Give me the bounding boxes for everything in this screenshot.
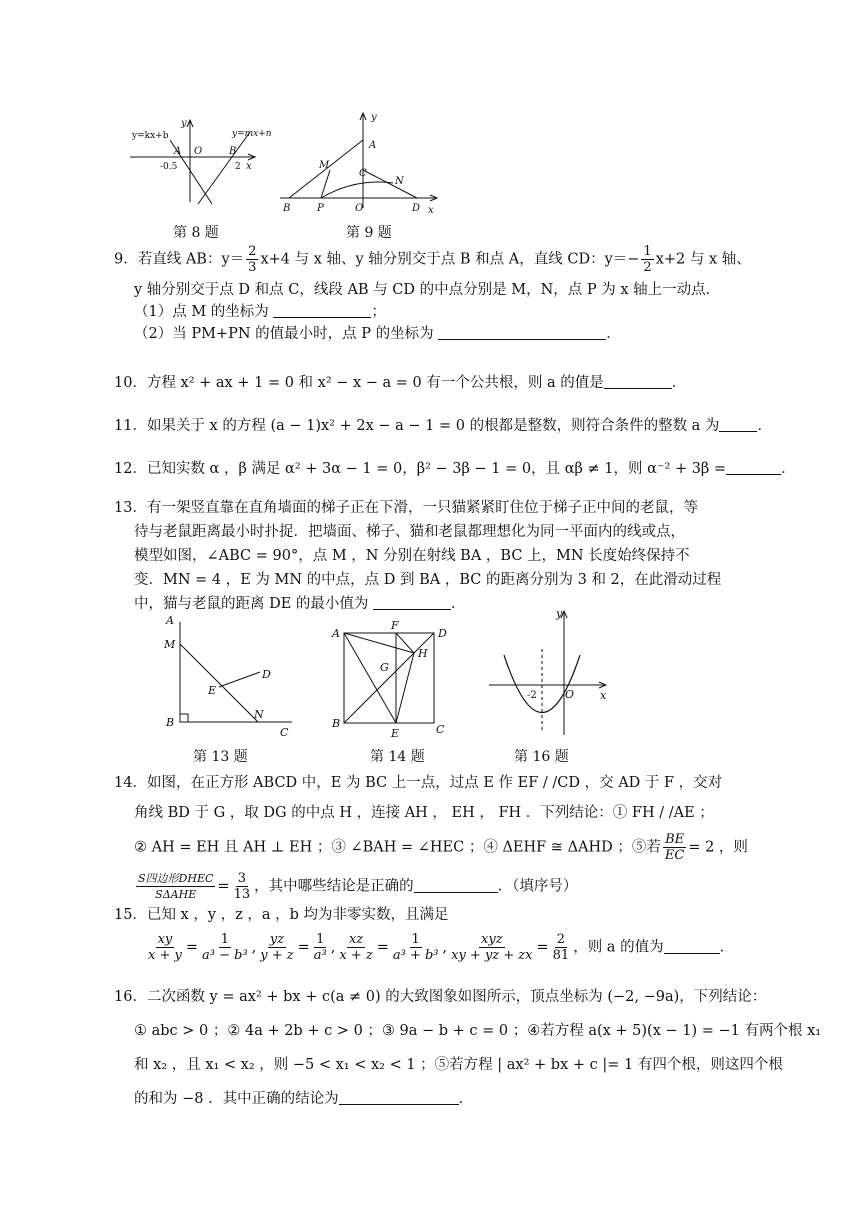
q14-answer-blank[interactable] [414, 878, 498, 893]
question-15: 15．已知 x ，y ，z ，a ，b 均为非零实数，且满足 $\frac{xy}{x + y}$ = $\frac{1}{\text{a³ − b³}}$ , $\frac{yz}{y + z}$ = $\frac{1}{\text{a³}}$ , $\frac{xz}{x + z}$ = $\frac{1}{\text{a³ + b³}}$ , $\frac{\text{xyz}}{xy + yz + zx}$ = $\frac{2}{81}$ ，则 a 的值为 ． [114, 904, 724, 963]
q13-line4: 变．MN = 4 ，E 为 MN 的中点，点 D 到 BA ，BC 的距离分别为 3 和 2，在此滑动过程 [134, 572, 722, 588]
fig9-a-label: A [369, 140, 377, 151]
figure-8-graph [130, 112, 272, 207]
figure-14-caption: 第 14 题 [370, 749, 425, 765]
q15-frac-1: $\frac{xy}{x + y}$ [148, 932, 182, 963]
q16-line4: 的和为 −8 ．其中正确的结论为 [134, 1091, 339, 1107]
figure-13-caption: 第 13 题 [193, 749, 248, 765]
fig14-b-label: B [332, 717, 341, 730]
q12-answer-blank[interactable] [726, 460, 781, 475]
q12-text: 12．已知实数 α ，β 满足 α² + 3α − 1 = 0，β² − 3β − 1 = 0，且 αβ ≠ 1，则 α⁻² + 3β = [114, 461, 727, 477]
fig8-line1-label: y=kx+b [132, 131, 169, 141]
q9-line4-end: ． [606, 326, 621, 342]
fig9-d-label: D [412, 203, 421, 214]
fig9-c-label: C [359, 168, 367, 179]
question-14 [114, 772, 748, 902]
q9-line3-end: ； [371, 304, 386, 320]
q14-frac-be-ec: $\frac{BE}{EC}$ [664, 832, 685, 863]
q11-end: ． [757, 418, 772, 434]
q15-frac-3: $\frac{yz}{y + z}$ [260, 932, 294, 963]
fig13-a-label: A [166, 614, 174, 627]
q11-answer-blank[interactable] [719, 417, 757, 432]
q9-line1c: x+2 与 x 轴、 [655, 251, 751, 268]
q15-end2: ． [719, 939, 735, 956]
q14-line3b: = 2 ，则 [688, 839, 748, 856]
figure-9-caption: 第 9 题 [346, 225, 392, 241]
fig9-x-label: x [428, 205, 434, 216]
fig9-m-label: M [319, 160, 330, 171]
fig9-y-label: y [371, 112, 377, 123]
q11-text: 11．如果关于 x 的方程 (a − 1)x² + 2x − a − 1 = 0 的根都是整数，则符合条件的整数 a 为 [114, 418, 720, 434]
q9-answer-1-blank[interactable] [273, 303, 371, 318]
q14-line4a: = [217, 878, 230, 895]
q15-frac-5: $\frac{xz}{x + z}$ [339, 932, 373, 963]
figure-16 [484, 605, 614, 740]
q15-answer-blank[interactable] [664, 939, 720, 954]
q9-frac-one-half: $\frac{1}{2}$ [643, 244, 652, 275]
q15-frac-7: $\frac{\text{xyz}}{xy + yz + zx}$ [451, 932, 533, 963]
q14-line1: 14．如图，在正方形 ABCD 中，E 为 BC 上一点，过点 E 作 EF / /CD ，交 AD 于 F ，交对 [114, 775, 723, 791]
q13-end: ． [451, 596, 466, 612]
q15-frac-6: $\frac{1}{\text{a³ + b³}}$ [392, 932, 439, 963]
question-11 [114, 415, 772, 437]
q9-line3: （1）点 M 的坐标为 [134, 304, 269, 320]
q12-end: ． [781, 461, 796, 477]
fig14-c-label: C [436, 723, 445, 736]
fig9-p-label: P [317, 203, 324, 214]
q9-answer-2-blank[interactable] [438, 325, 606, 340]
fig16-x-label: x [600, 689, 607, 702]
q13-line1: 13．有一架竖直靠在直角墙面的梯子正在下滑，一只猫紧紧盯住位于梯子正中间的老鼠，等 [114, 500, 698, 516]
q15-frac-4: $\frac{1}{\text{a³}}$ [313, 932, 327, 963]
fig13-m-label: M [164, 638, 176, 651]
q15-frac-2: $\frac{1}{\text{a³ − b³}}$ [202, 932, 248, 963]
fig8-y-label: y [181, 118, 187, 129]
q15-end: ，则 a 的值为 [573, 939, 664, 956]
q9-line1b: x+4 与 x 轴、y 轴分别交于点 B 和点 A，直线 CD：y＝− [260, 251, 640, 268]
fig14-e-label: E [391, 727, 400, 740]
fig9-o-label: O [355, 203, 364, 214]
fig8-neg-label: -0.5 [160, 162, 178, 172]
q16-answer-blank[interactable] [339, 1090, 459, 1105]
figure-13-graph [160, 612, 300, 742]
q14-frac-3-13: $\frac{3}{13}$ [233, 871, 251, 902]
q10-text: 10．方程 x² + ax + 1 = 0 和 x² − x − a = 0 有一个公共根，则 a 的值是 [114, 375, 604, 391]
q9-line4: （2）当 PM+PN 的值最小时，点 P 的坐标为 [134, 326, 434, 342]
q16-end: ． [458, 1091, 474, 1107]
question-10 [114, 372, 724, 394]
q14-line3a: ② AH = EH 且 AH ⊥ EH ；③ ∠BAH = ∠HEC ；④ ΔEHF ≅ ΔAHD ；⑤若 [134, 839, 661, 856]
fig14-a-label: A [332, 627, 340, 640]
fig13-d-label: D [262, 668, 271, 681]
q15-line1: 15．已知 x ，y ，z ，a ，b 均为非零实数，且满足 [114, 907, 449, 923]
fig14-g-label: G [380, 661, 389, 674]
fig13-n-label: N [254, 708, 264, 721]
fig13-e-label: E [208, 684, 217, 697]
question-16 [114, 986, 822, 1110]
question-12 [114, 458, 796, 480]
figure-8 [130, 112, 272, 207]
figure-16-graph [484, 605, 614, 740]
q16-line1: 16．二次函数 y = ax² + bx + c(a ≠ 0) 的大致图象如图所示，顶点坐标为 (−2, −9a)，下列结论： [114, 989, 767, 1005]
fig14-d-label: D [438, 627, 447, 640]
fig8-x-label: x [246, 161, 252, 172]
figure-14-graph [328, 615, 458, 740]
figure-9-graph [275, 108, 445, 218]
q13-line5: 中，猫与老鼠的距离 DE 的最小值为 [134, 596, 369, 612]
fig16-y-label: y [556, 607, 563, 620]
q9-frac-two-thirds: $\frac{2}{3}$ [248, 244, 257, 275]
q14-line2: 角线 BD 于 G ，取 DG 的中点 H ，连接 AH ， EH ， FH ．下列结论：① FH / /AE ； [134, 805, 714, 821]
fig9-b-label: B [283, 203, 291, 214]
q13-line2: 待与老鼠距离最小时扑捉．把墙面、梯子、猫和老鼠都理想化为同一平面内的线或点， [134, 524, 685, 540]
q16-line2: ① abc > 0 ；② 4a + 2b + c > 0 ；③ 9a − b + c = 0 ；④若方程 a(x + 5)(x − 1) = −1 有两个根 x₁ [134, 1023, 822, 1039]
q14-frac-area-ratio: $\frac{\text{S四边形DHEC}}{\text{SΔAHE}}$ [138, 872, 214, 901]
figure-16-caption: 第 16 题 [514, 749, 569, 765]
q13-line3: 模型如图，∠ABC = 90°，点 M ，N 分别在射线 BA ，BC 上，MN 长度始终保持不 [134, 548, 690, 564]
q10-answer-blank[interactable] [604, 374, 672, 389]
q10-end: ． [671, 375, 687, 391]
figure-9 [275, 108, 445, 218]
fig13-b-label: B [166, 716, 175, 729]
figure-8-caption: 第 8 题 [173, 225, 219, 241]
q9-line2: y 轴分别交于点 D 和点 C，线段 AB 与 CD 的中点分别是 M，N，点 P 为 x 轴上一动点． [134, 282, 721, 298]
fig16-o-label: O [565, 688, 575, 701]
fig16-neg2-label: -2 [527, 690, 537, 701]
q13-answer-blank[interactable] [373, 595, 451, 610]
figure-14 [328, 615, 458, 740]
fig14-f-label: F [391, 619, 399, 632]
fig14-h-label: H [418, 647, 428, 660]
q14-line4c: ．（填序号） [497, 878, 578, 895]
question-9 [114, 244, 751, 345]
fig8-line2-label: y=mx+n [232, 129, 272, 139]
q14-line4b: ，其中哪些结论是正确的 [254, 878, 414, 895]
fig8-b-label: B [229, 146, 237, 157]
q15-frac-8: $\frac{2}{81}$ [552, 932, 570, 963]
fig8-two-label: 2 [235, 162, 241, 172]
q16-line3: 和 x₂ ，且 x₁ < x₂ ，则 −5 < x₁ < x₂ < 1 ；⑤若方程 | ax² + bx + c |= 1 有四个根，则这四个根 [134, 1057, 783, 1073]
fig8-o-label: O [194, 146, 203, 157]
question-13 [114, 496, 724, 616]
fig9-n-label: N [395, 176, 404, 187]
fig8-a-label: A [174, 146, 182, 157]
fig13-c-label: C [280, 726, 289, 739]
q9-line1a: 9．若直线 AB：y＝ [114, 251, 245, 268]
figure-13 [160, 612, 300, 742]
